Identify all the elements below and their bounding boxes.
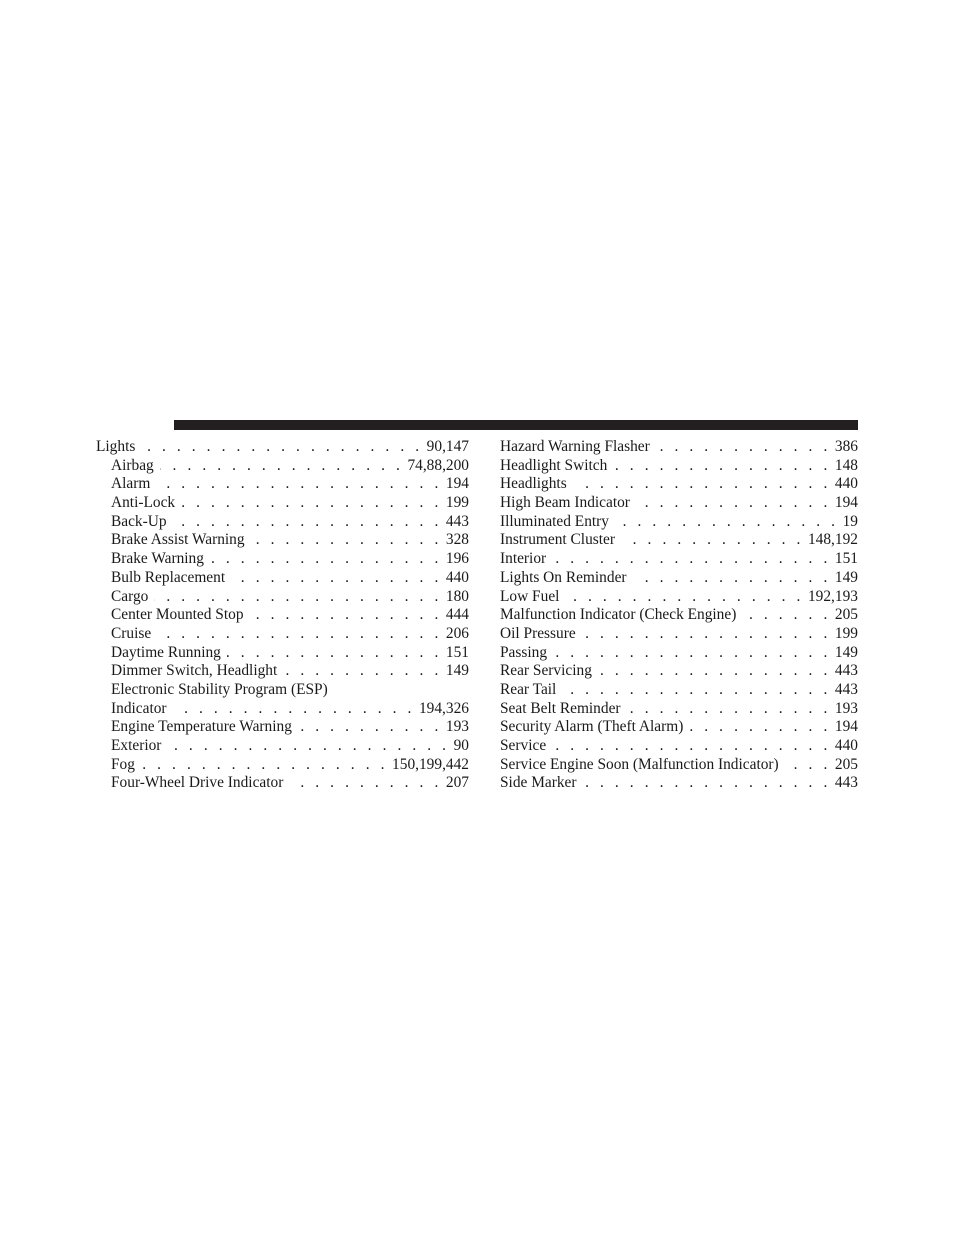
index-entry-label: Electronic Stability Program (ESP)	[111, 680, 328, 698]
dot-leader	[615, 513, 839, 532]
index-entry-label: Lights On Reminder	[500, 568, 627, 586]
dot-leader	[613, 457, 831, 476]
index-entry	[500, 718, 858, 737]
index-entry	[96, 681, 469, 700]
index-entry-label: Brake Warning	[111, 550, 204, 568]
index-entry-page: 90,147	[426, 438, 469, 455]
dot-leader	[785, 756, 831, 775]
index-entry	[96, 475, 469, 494]
index-entry-label: Back-Up	[111, 512, 167, 530]
dot-leader	[627, 700, 831, 719]
dot-leader	[298, 718, 442, 737]
dot-leader	[598, 662, 831, 681]
index-entry-page: 196	[445, 550, 469, 568]
dot-leader	[181, 494, 442, 513]
dot-leader	[157, 625, 442, 644]
index-entry-label: Malfunction Indicator (Check Engine)	[500, 606, 737, 624]
index-entry-page: 150,199,442	[392, 755, 469, 773]
index-entry	[96, 513, 469, 532]
index-entry-label: Illuminated Entry	[500, 512, 609, 530]
index-entry-page: 444	[445, 606, 469, 624]
index-column-left	[96, 438, 469, 793]
index-entry-page: 148,192	[807, 531, 858, 549]
index-entry-page: 149	[834, 643, 858, 661]
dot-leader	[289, 774, 442, 793]
index-entry	[500, 438, 858, 457]
index-entry-page: 440	[834, 475, 858, 493]
index-entry	[96, 737, 469, 756]
index-entry	[96, 569, 469, 588]
dot-leader	[156, 475, 442, 494]
index-entry-label: Side Marker	[500, 774, 577, 792]
index-entry-page: 205	[834, 755, 858, 773]
index-entry-label: Seat Belt Reminder	[500, 699, 621, 717]
dot-leader	[231, 569, 442, 588]
index-entry-label: Rear Servicing	[500, 662, 592, 680]
index-entry	[96, 700, 469, 719]
index-entry-page: 205	[834, 606, 858, 624]
index-entry-label: Cargo	[111, 587, 149, 605]
dot-leader	[562, 681, 831, 700]
dot-leader	[227, 644, 442, 663]
index-entry	[500, 494, 858, 513]
dot-leader	[154, 588, 442, 607]
index-entry-label: Fog	[111, 755, 135, 773]
index-entry-label: Airbag	[111, 456, 154, 474]
index-entry-label: Center Mounted Stop	[111, 606, 244, 624]
index-entry	[500, 625, 858, 644]
dot-leader	[636, 494, 831, 513]
dot-leader	[583, 774, 831, 793]
index-entry-page: 194	[834, 718, 858, 736]
index-entry-page: 149	[834, 568, 858, 586]
index-entry-label: Service	[500, 737, 547, 754]
index-entry-label: Security Alarm (Theft Alarm)	[500, 718, 684, 736]
index-entry	[500, 531, 858, 550]
index-entry-page: 151	[445, 643, 469, 661]
index-column-right	[500, 438, 858, 793]
dot-leader	[141, 756, 388, 775]
index-entry	[96, 625, 469, 644]
dot-leader	[621, 531, 804, 550]
dot-leader	[573, 475, 831, 494]
index-entry	[500, 550, 858, 569]
index-entry-label: Daytime Running	[111, 643, 221, 661]
index-entry-label: Instrument Cluster	[500, 531, 615, 549]
index-entry	[500, 774, 858, 793]
index-entry-page: 90	[453, 737, 469, 754]
index-entry	[96, 550, 469, 569]
index-entry-page: 194	[834, 494, 858, 512]
index-entry-label: Brake Assist Warning	[111, 531, 245, 549]
index-entry-page: 149	[445, 662, 469, 680]
index-entry	[500, 457, 858, 476]
index-entry	[96, 606, 469, 625]
dot-leader	[689, 718, 831, 737]
index-entry-label: Headlight Switch	[500, 456, 608, 474]
dot-leader	[742, 606, 831, 625]
index-entry-page: 443	[445, 512, 469, 530]
dot-leader	[582, 625, 831, 644]
index-entry	[96, 644, 469, 663]
dot-leader	[552, 550, 831, 569]
index-entry	[96, 494, 469, 513]
index-entry-page: 199	[834, 624, 858, 642]
index-entry	[500, 513, 858, 532]
index-entry	[96, 588, 469, 607]
index-entry	[500, 756, 858, 775]
index-entry-label: Engine Temperature Warning	[111, 718, 292, 736]
index-entry	[96, 438, 469, 457]
index-entry-page: 443	[834, 680, 858, 698]
dot-leader	[553, 644, 831, 663]
index-entry-page: 151	[834, 550, 858, 568]
index-entry-label: Headlights	[500, 475, 567, 493]
index-entry	[96, 774, 469, 793]
index-entry	[96, 457, 469, 476]
index-entry	[500, 644, 858, 663]
index-entry-label: Exterior	[111, 737, 162, 754]
index-entry	[500, 737, 858, 756]
index-entry-label: Indicator	[111, 699, 167, 717]
index-entry-label: Alarm	[111, 475, 151, 493]
dot-leader	[283, 662, 442, 681]
dot-leader	[656, 438, 831, 457]
index-entry-label: Dimmer Switch, Headlight	[111, 662, 278, 680]
dot-leader	[173, 513, 442, 532]
index-entry-label: Interior	[500, 550, 547, 568]
dot-leader	[552, 737, 831, 756]
index-entry	[500, 662, 858, 681]
index-entry-page: 180	[445, 587, 469, 605]
index-entry	[96, 718, 469, 737]
index-entry-label: Bulb Replacement	[111, 568, 226, 586]
dot-leader	[141, 438, 422, 457]
index-entry-label: Cruise	[111, 624, 152, 642]
index-entry-page: 443	[834, 774, 858, 792]
dot-leader	[210, 550, 442, 569]
dot-leader	[173, 700, 415, 719]
index-entry-label: Anti-Lock	[111, 494, 176, 512]
index-entry-label: Hazard Warning Flasher	[500, 438, 650, 455]
index-entry	[500, 681, 858, 700]
index-entry-page: 206	[445, 624, 469, 642]
dot-leader	[160, 457, 404, 476]
index-entry-label: Rear Tail	[500, 680, 557, 698]
index-entry	[500, 475, 858, 494]
index-entry	[500, 606, 858, 625]
index-entry-page: 193	[445, 718, 469, 736]
index-entry	[500, 588, 858, 607]
index-entry-page: 148	[834, 456, 858, 474]
index-entry-page: 74,88,200	[407, 456, 469, 474]
index-entry-page: 328	[445, 531, 469, 549]
index-entry-label: Passing	[500, 643, 548, 661]
index-entry-page: 440	[445, 568, 469, 586]
dot-leader	[565, 588, 804, 607]
index-entry	[500, 569, 858, 588]
index-entry-page: 440	[834, 737, 858, 754]
index-entry-label: Four-Wheel Drive Indicator	[111, 774, 284, 792]
index-entry-page: 386	[834, 438, 858, 455]
index-entry-label: Low Fuel	[500, 587, 560, 605]
index-entry-page: 194,326	[418, 699, 469, 717]
index-entry	[96, 756, 469, 775]
index-entry	[96, 531, 469, 550]
dot-leader	[251, 531, 442, 550]
index-entry-page: 192,193	[807, 587, 858, 605]
index-entry-label: Oil Pressure	[500, 624, 576, 642]
dot-leader	[633, 569, 831, 588]
index-entry	[500, 700, 858, 719]
index-entry-page: 194	[445, 475, 469, 493]
index-entry-page: 207	[445, 774, 469, 792]
index-entry	[96, 662, 469, 681]
index-entry-page: 193	[834, 699, 858, 717]
index-entry-label: Service Engine Soon (Malfunction Indicator)	[500, 755, 779, 773]
section-header-bar	[174, 420, 858, 430]
dot-leader	[250, 606, 442, 625]
index-entry-page: 19	[842, 512, 858, 530]
index-entry-page: 443	[834, 662, 858, 680]
index-entry-page: 199	[445, 494, 469, 512]
index-entry-label: High Beam Indicator	[500, 494, 630, 512]
index-entry-label: Lights	[96, 438, 136, 455]
dot-leader	[167, 737, 449, 756]
